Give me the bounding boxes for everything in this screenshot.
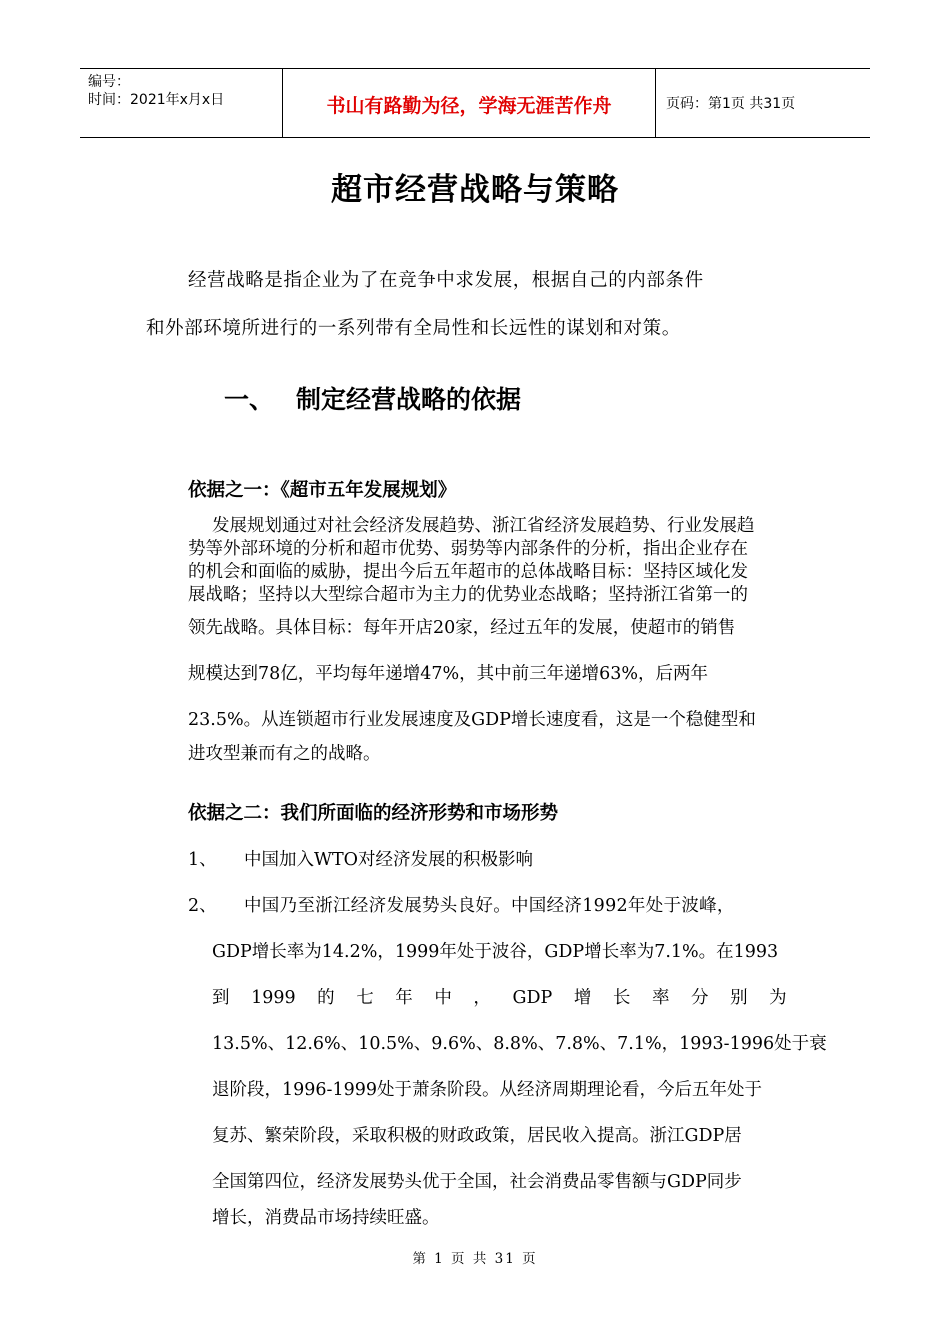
basis-1-line: 势等外部环境的分析和超市优势、弱势等内部条件的分析，指出企业存在 xyxy=(188,539,748,559)
basis-1-line: 发展规划通过对社会经济发展趋势、浙江省经济发展趋势、行业发展趋 xyxy=(212,516,755,536)
list-item-continuation: 复苏、繁荣阶段，采取积极的财政政策，居民收入提高。浙江GDP居 xyxy=(212,1126,742,1146)
page-footer: 第 1 页 共 31 页 xyxy=(412,1251,538,1267)
intro-line-1: 经营战略是指企业为了在竞争中求发展，根据自己的内部条件 xyxy=(188,270,704,291)
section-title: 制定经营战略的依据 xyxy=(296,385,522,414)
basis-1-line: 进攻型兼而有之的战略。 xyxy=(188,744,381,764)
header-info-cell xyxy=(80,69,283,137)
page-header-table xyxy=(80,68,870,138)
list-item-number: 1、 xyxy=(188,850,217,870)
list-item-continuation: 到 1999 的 七 年 中 ， GDP 增 长 率 分 别 为 xyxy=(212,988,787,1008)
basis-2-heading: 依据之二：我们所面临的经济形势和市场形势 xyxy=(188,803,559,824)
basis-1-line: 展战略；坚持以大型综合超市为主力的优势业态战略；坚持浙江省第一的 xyxy=(188,585,748,605)
header-motto: 书山有路勤为径，学海无涯苦作舟 xyxy=(326,95,612,117)
list-item-text: 中国加入WTO对经济发展的积极影响 xyxy=(244,850,534,870)
serial-label: 编号： xyxy=(88,74,130,90)
list-item-continuation: 13.5%、12.6%、10.5%、9.6%、8.8%、7.8%、7.1%，1993-1996处于衰 xyxy=(212,1034,827,1054)
intro-line-2: 和外部环境所进行的一系列带有全局性和长远性的谋划和对策。 xyxy=(146,318,681,339)
section-number: 一、 xyxy=(224,385,275,414)
list-item-number: 2、 xyxy=(188,896,217,916)
basis-1-heading: 依据之一：《超市五年发展规划》 xyxy=(188,480,457,501)
header-motto-cell xyxy=(283,69,656,137)
basis-1-line: 的机会和面临的威胁，提出今后五年超市的总体战略目标：坚持区域化发 xyxy=(188,562,748,582)
list-item-continuation: 退阶段，1996-1999处于萧条阶段。从经济周期理论看，今后五年处于 xyxy=(212,1080,762,1100)
section-heading xyxy=(224,380,521,416)
basis-1-line: 规模达到78亿，平均每年递增47%，其中前三年递增63%，后两年 xyxy=(188,664,709,684)
time-label: 时间：2021年x月x日 xyxy=(88,92,225,108)
header-page-indicator: 页码：第1页 共31页 xyxy=(666,96,796,112)
document-title: 超市经营战略与策略 xyxy=(331,172,619,208)
list-item-continuation: 增长，消费品市场持续旺盛。 xyxy=(212,1208,440,1228)
basis-1-line: 领先战略。具体目标：每年开店20家，经过五年的发展，使超市的销售 xyxy=(188,618,736,638)
list-item-continuation: 全国第四位，经济发展势头优于全国，社会消费品零售额与GDP同步 xyxy=(212,1172,742,1192)
list-item-text: 中国乃至浙江经济发展势头良好。中国经济1992年处于波峰， xyxy=(244,896,735,916)
list-item-continuation: GDP增长率为14.2%，1999年处于波谷，GDP增长率为7.1%。在1993 xyxy=(212,942,779,962)
header-page-cell xyxy=(656,69,870,137)
basis-1-line: 23.5%。从连锁超市行业发展速度及GDP增长速度看，这是一个稳健型和 xyxy=(188,710,756,730)
